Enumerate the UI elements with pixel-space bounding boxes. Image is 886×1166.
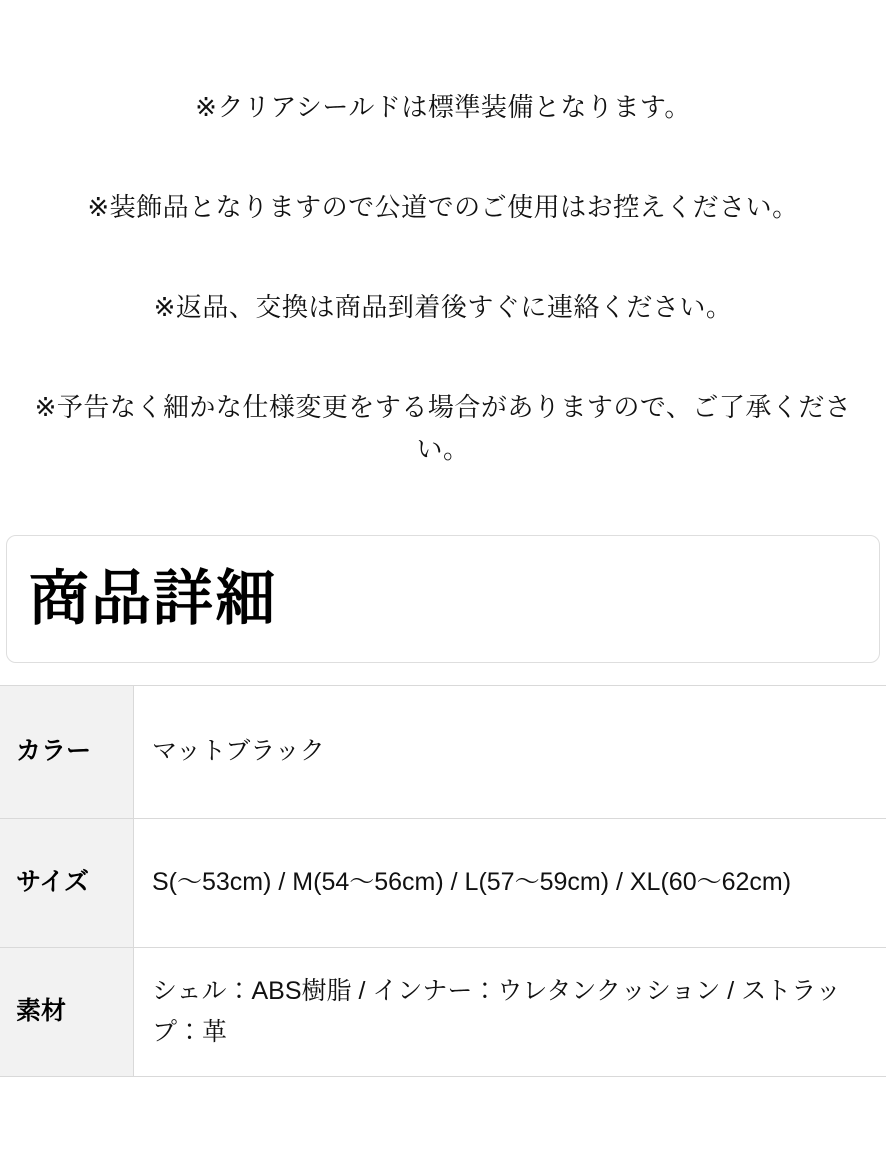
specification-table [0, 685, 886, 1077]
notice-item-spec-change: ※予告なく細かな仕様変更をする場合がありますので、ご了承ください。 [14, 386, 872, 470]
spec-value-material: シェル：ABS樹脂 / インナー：ウレタンクッション / ストラップ：革 [134, 947, 886, 1076]
spec-label-size: サイズ [0, 818, 134, 947]
section-title: 商品詳細 [7, 567, 277, 630]
notice-item-public-road: ※装飾品となりますので公道でのご使用はお控えください。 [14, 186, 872, 228]
table-row [0, 818, 886, 947]
table-row [0, 685, 886, 818]
product-detail-section-card [6, 535, 880, 663]
spec-value-size: S(〜53cm) / M(54〜56cm) / L(57〜59cm) / XL(60〜62cm) [134, 818, 886, 947]
spec-label-material: 素材 [0, 947, 134, 1076]
product-detail-page [0, 86, 886, 1166]
notice-item-return-exchange: ※返品、交換は商品到着後すぐに連絡ください。 [14, 286, 872, 328]
spec-value-color: マットブラック [134, 685, 886, 818]
spec-label-color: カラー [0, 685, 134, 818]
table-row [0, 947, 886, 1076]
notice-list [0, 86, 886, 471]
notice-item-shield: ※クリアシールドは標準装備となります。 [14, 86, 872, 128]
